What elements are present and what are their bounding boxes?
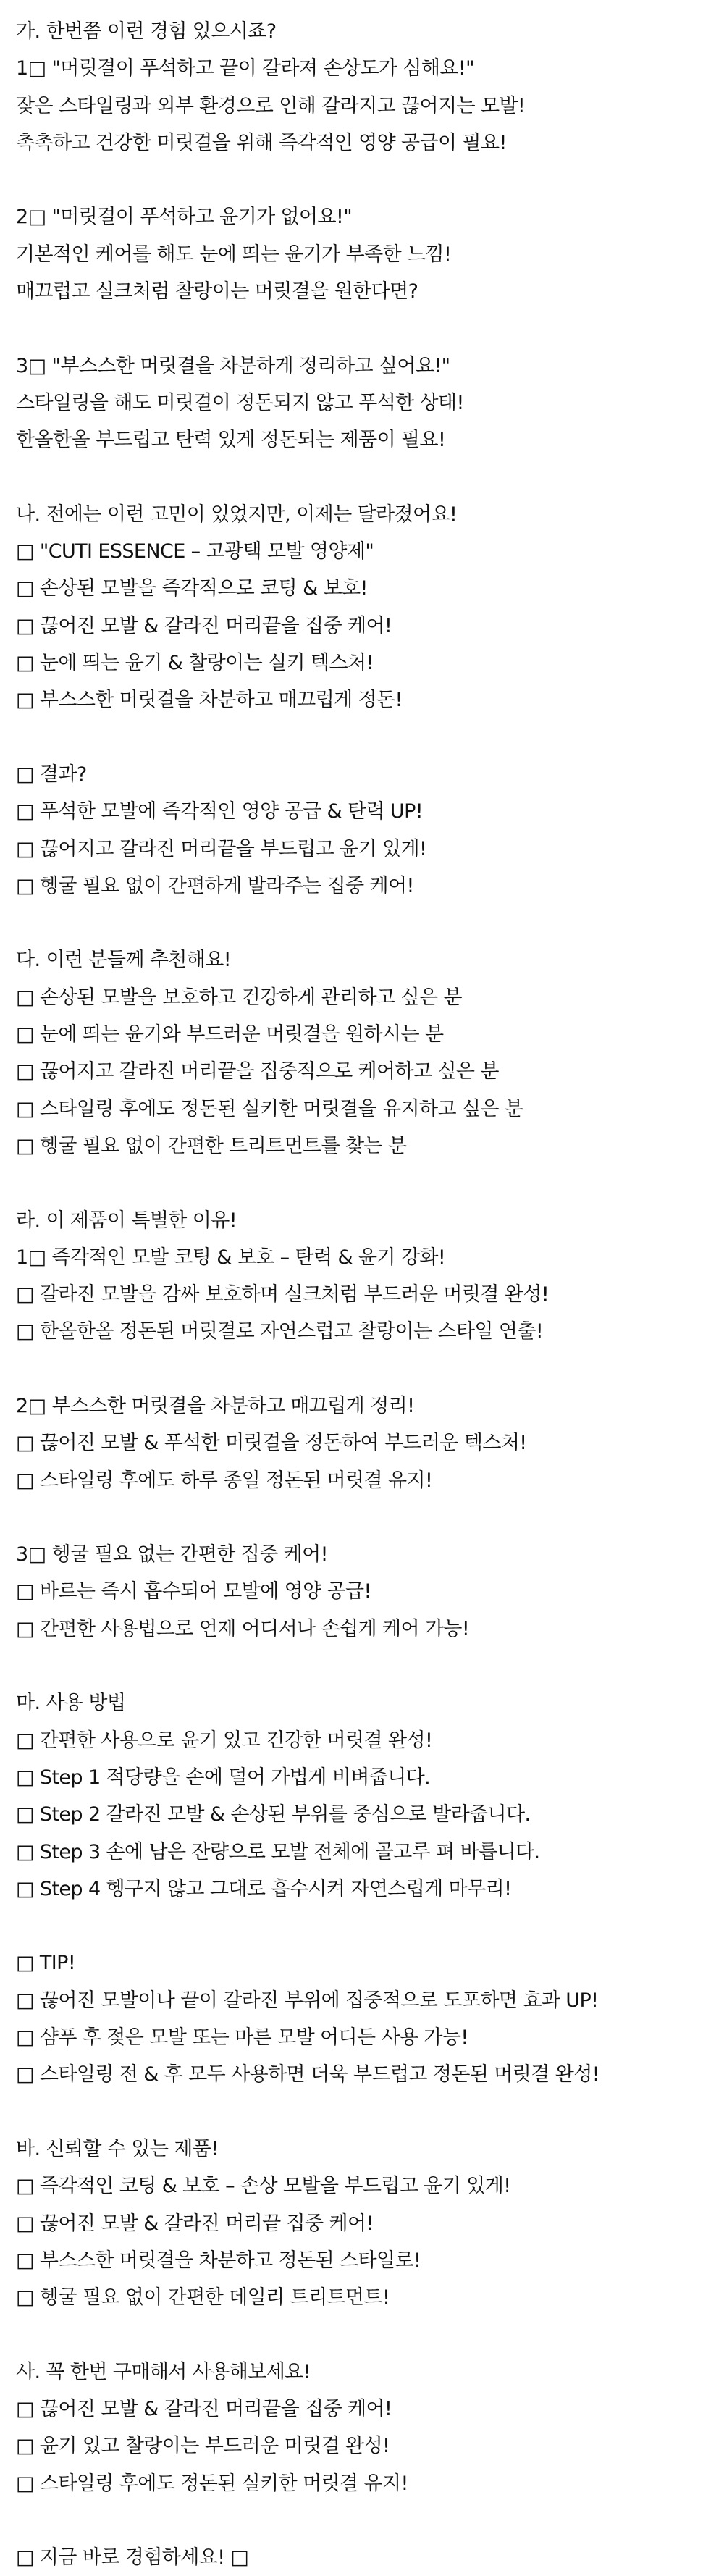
section-solution	[16, 496, 711, 719]
list-item: □ 손상된 모발을 보호하고 건강하게 관리하고 싶은 분	[16, 986, 462, 1009]
step-item: □ Step 2 갈라진 모발 & 손상된 부위를 중심으로 발라줍니다.	[16, 1803, 531, 1826]
section-why-special-2	[16, 1388, 711, 1499]
section-trust	[16, 2131, 711, 2316]
feature-heading: 3□ 헹굴 필요 없는 간편한 집중 케어!	[16, 1543, 328, 1566]
subsection-heading: □ 결과?	[16, 763, 87, 786]
problem-quote: 1□ "머릿결이 푸석하고 끝이 갈라져 손상도가 심해요!"	[16, 57, 474, 80]
section-problem-3	[16, 348, 711, 459]
list-item: □ 헹굴 필요 없이 간편하게 발라주는 집중 케어!	[16, 874, 414, 897]
list-item: □ 눈에 띄는 윤기와 부드러운 머릿결을 원하시는 분	[16, 1023, 444, 1046]
section-heading: 바. 신뢰할 수 있는 제품!	[16, 2137, 219, 2160]
section-problem-2	[16, 198, 711, 310]
list-item: □ 헹굴 필요 없이 간편한 데일리 트리트먼트!	[16, 2286, 390, 2309]
list-item: □ 즉각적인 코팅 & 보호 – 손상 모발을 부드럽고 윤기 있게!	[16, 2175, 511, 2198]
section-heading: 라. 이 제품이 특별한 이유!	[16, 1209, 237, 1232]
section-closing-cta	[16, 2539, 711, 2576]
feature-heading: 1□ 즉각적인 모발 코팅 & 보호 – 탄력 & 윤기 강화!	[16, 1246, 446, 1269]
section-heading: 다. 이런 분들께 추천해요!	[16, 949, 231, 972]
text-line: 기본적인 케어를 해도 눈에 띄는 윤기가 부족한 느낌!	[16, 243, 452, 266]
list-item: □ 푸석한 모발에 즉각적인 영양 공급 & 탄력 UP!	[16, 800, 424, 823]
text-line: 스타일링을 해도 머릿결이 정돈되지 않고 푸석한 상태!	[16, 391, 464, 414]
list-item: □ 끊어지고 갈라진 머리끝을 부드럽고 윤기 있게!	[16, 837, 427, 860]
text-line: 잦은 스타일링과 외부 환경으로 인해 갈라지고 끊어지는 모발!	[16, 94, 526, 117]
text-line: 한올한올 부드럽고 탄력 있게 정돈되는 제품이 필요!	[16, 429, 446, 452]
step-item: □ Step 1 적당량을 손에 덜어 가볍게 비벼줍니다.	[16, 1766, 431, 1789]
section-heading: 사. 꼭 한번 구매해서 사용해보세요!	[16, 2360, 311, 2383]
document-body	[16, 13, 711, 2576]
problem-quote: 3□ "부스스한 머릿결을 차분하게 정리하고 싶어요!"	[16, 354, 450, 377]
list-item: □ 부스스한 머릿결을 차분하고 매끄럽게 정돈!	[16, 689, 403, 712]
product-name: □ "CUTI ESSENCE – 고광택 모발 영양제"	[16, 540, 374, 563]
list-item: □ 간편한 사용으로 윤기 있고 건강한 머릿결 완성!	[16, 1729, 433, 1752]
section-why-special-3	[16, 1536, 711, 1648]
list-item: □ 스타일링 후에도 하루 종일 정돈된 머릿결 유지!	[16, 1469, 433, 1492]
list-item: □ 끊어진 모발 & 갈라진 머리끝을 집중 케어!	[16, 2398, 392, 2420]
step-item: □ Step 4 헹구지 않고 그대로 흡수시켜 자연스럽게 마무리!	[16, 1877, 512, 1900]
section-heading: 마. 사용 방법	[16, 1692, 126, 1715]
section-heading: 나. 전에는 이런 고민이 있었지만, 이제는 달라졌어요!	[16, 503, 458, 526]
problem-quote: 2□ "머릿결이 푸석하고 윤기가 없어요!"	[16, 206, 353, 229]
section-buy-now	[16, 2354, 711, 2502]
list-item: □ 끊어진 모발이나 끝이 갈라진 부위에 집중적으로 도포하면 효과 UP!	[16, 1989, 599, 2012]
list-item: □ 윤기 있고 찰랑이는 부드러운 머릿결 완성!	[16, 2435, 390, 2458]
list-item: □ 끊어진 모발 & 갈라진 머리끝 집중 케어!	[16, 2212, 374, 2235]
section-how-to-use	[16, 1685, 711, 1908]
list-item: □ 바르는 즉시 흡수되어 모발에 영양 공급!	[16, 1580, 371, 1603]
closing-cta: □ 지금 바로 경험하세요! □	[16, 2546, 249, 2569]
list-item: □ 스타일링 전 & 후 모두 사용하면 더욱 부드럽고 정돈된 머릿결 완성!	[16, 2063, 599, 2086]
step-item: □ Step 3 손에 남은 잔량으로 모발 전체에 골고루 펴 바릅니다.	[16, 1840, 540, 1863]
text-line: 촉촉하고 건강한 머릿결을 위해 즉각적인 영양 공급이 필요!	[16, 131, 507, 154]
list-item: □ 갈라진 모발을 감싸 보호하며 실크처럼 부드러운 머릿결 완성!	[16, 1283, 550, 1306]
list-item: □ 샴푸 후 젖은 모발 또는 마른 모발 어디든 사용 가능!	[16, 2026, 468, 2050]
list-item: □ 끊어진 모발 & 갈라진 머리끝을 집중 케어!	[16, 614, 392, 637]
list-item: □ 손상된 모발을 즉각적으로 코팅 & 보호!	[16, 577, 368, 600]
feature-heading: 2□ 부스스한 머릿결을 차분하고 매끄럽게 정리!	[16, 1394, 415, 1417]
list-item: □ 끊어지고 갈라진 머리끝을 집중적으로 케어하고 싶은 분	[16, 1060, 499, 1083]
section-why-special-1	[16, 1202, 711, 1351]
list-item: □ 눈에 띄는 윤기 & 찰랑이는 실키 텍스처!	[16, 652, 374, 675]
list-item: □ 스타일링 후에도 정돈된 실키한 머릿결을 유지하고 싶은 분	[16, 1097, 523, 1120]
list-item: □ 한올한올 정돈된 머릿결로 자연스럽고 찰랑이는 스타일 연출!	[16, 1320, 544, 1343]
section-heading: 가. 한번쯤 이런 경험 있으시죠?	[16, 20, 277, 43]
section-result	[16, 756, 711, 905]
section-tip	[16, 1944, 711, 2093]
list-item: □ 스타일링 후에도 정돈된 실키한 머릿결 유지!	[16, 2472, 408, 2495]
list-item: □ 헹굴 필요 없이 간편한 트리트먼트를 찾는 분	[16, 1134, 407, 1157]
section-intro-problem-1	[16, 13, 711, 161]
list-item: □ 끊어진 모발 & 푸석한 머릿결을 정돈하여 부드러운 텍스처!	[16, 1432, 527, 1455]
list-item: □ 간편한 사용법으로 언제 어디서나 손쉽게 케어 가능!	[16, 1617, 470, 1640]
subsection-heading: □ TIP!	[16, 1952, 76, 1975]
list-item: □ 부스스한 머릿결을 차분하고 정돈된 스타일로!	[16, 2249, 421, 2272]
text-line: 매끄럽고 실크처럼 찰랑이는 머릿결을 원한다면?	[16, 280, 418, 303]
section-recommended-for	[16, 941, 711, 1165]
